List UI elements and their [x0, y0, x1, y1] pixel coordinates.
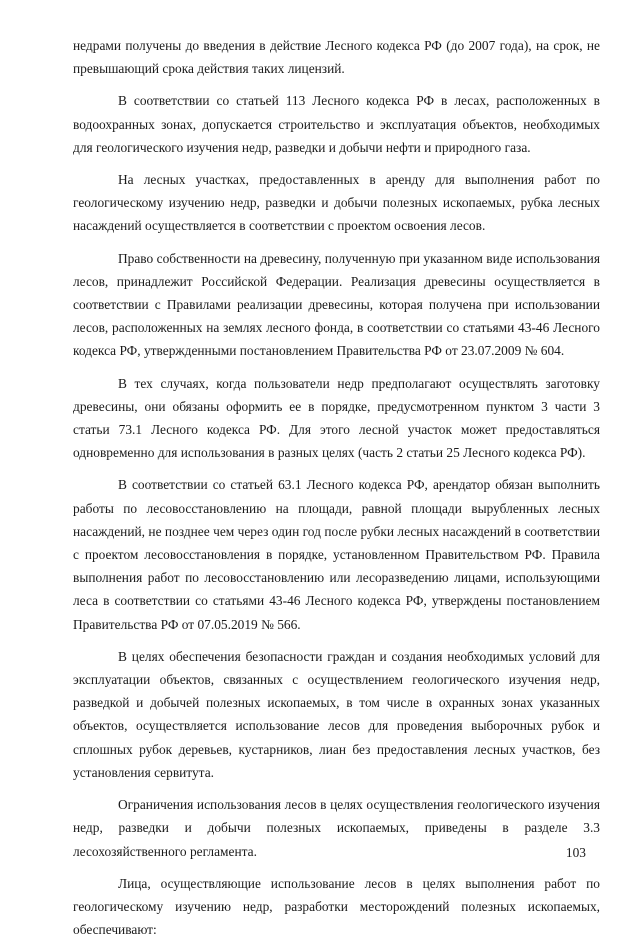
paragraph-restrictions: Ограничения использования лесов в целях осуществления геологического изучения недр, разведки и добычи полезных ископаемых, приведены в разделе 3.3 лесохозяйственного регламента. — [73, 797, 600, 859]
paragraph-lease-felling: На лесных участках, предоставленных в аренду для выполнения работ по геологическому изучению недр, разведки и добычи полезных ископаемых, рубка лесных насаждений осуществляется в соответствии с проектом освоения лесов. — [73, 172, 600, 234]
paragraph-wood-harvesting: В тех случаях, когда пользователи недр предполагают осуществлять заготовку древесины, они обязаны оформить ее в порядке, предусмотренном пунктом 3 части 3 статьи 73.1 Лесного кодекса РФ. Для этого лесной участок может предоставляться одновременно для использования в разных целях (часть 2 статьи 25 Лесного кодекса РФ). — [73, 375, 600, 461]
paragraph-safety: В целях обеспечения безопасности граждан и создания необходимых условий для эксплуатации объектов, связанных с осуществлением геологического изучения недр, разведкой и добычей полезных ископаемых, в том числе в охранных зонах указанных объектов, осуществляется использование лесов для проведения выборочных рубок и сплошных рубок деревьев, кустарников, лиан без предоставления лесных участков, без установления сервитута. — [73, 648, 600, 780]
paragraph-wood-ownership: Право собственности на древесину, полученную при указанном виде использования лесов, принадлежит Российской Федерации. Реализация древесины осуществляется в соответствии с Правилами реализации древесины, которая получена при использовании лесов, расположенных на землях лесного фонда, в соответствии со статьями 43-46 Лесного кодекса РФ, утвержденными постановлением Правительства РФ от 23.07.2009 № 604. — [73, 250, 600, 359]
paragraph-article-113: В соответствии со статьей 113 Лесного кодекса РФ в лесах, расположенных в водоохранных зонах, допускается строительство и эксплуатация объектов, необходимых для геологического изучения недр, разведки и добычи нефти и природного газа. — [73, 93, 600, 155]
paragraph-continuation: недрами получены до введения в действие Лесного кодекса РФ (до 2007 года), на срок, не превышающий срока действия таких лицензий. — [73, 38, 600, 77]
paragraph-reforestation: В соответствии со статьей 63.1 Лесного кодекса РФ, арендатор обязан выполнить работы по лесовосстановлению на площади, равной площади вырубленных лесных насаждений, не позднее чем через один год после рубки лесных насаждений в соответствии с проектом лесовосстановления в порядке, установленном Правительством РФ. Правила выполнения работ по лесовосстановлению или лесоразведению лицами, использующими леса в соответствии со статьями 43-46 Лесного кодекса РФ, утверждены постановлением Правительства РФ от 07.05.2019 № 566. — [73, 477, 600, 632]
page-number: 103 — [565, 845, 586, 860]
paragraph-obligations: Лица, осуществляющие использование лесов в целях выполнения работ по геологическому изучению недр, разработки месторождений полезных ископаемых, обеспечивают: — [73, 875, 600, 938]
document-page — [73, 34, 600, 941]
